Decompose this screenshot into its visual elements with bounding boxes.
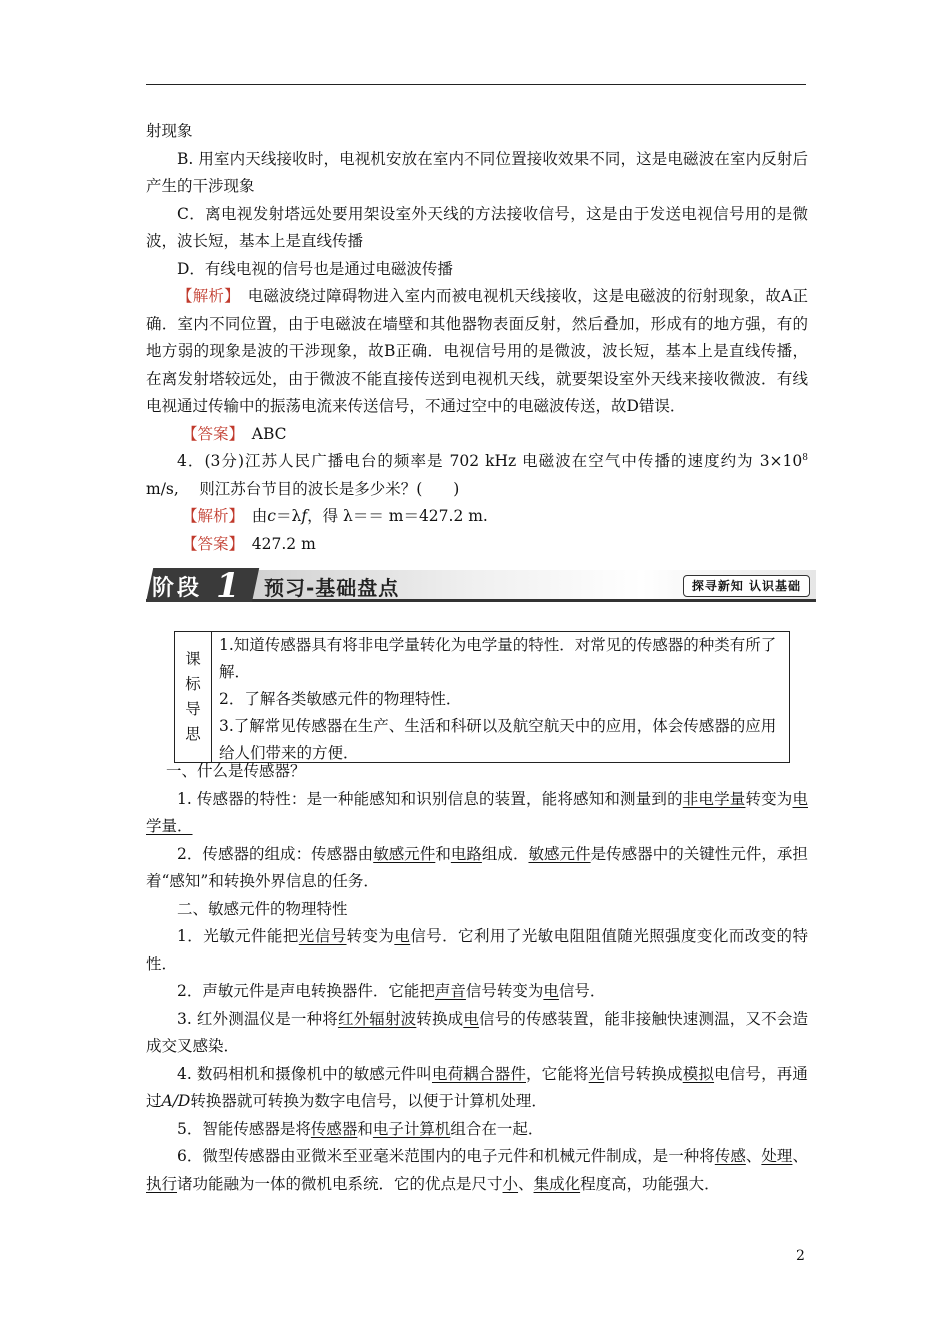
q4-analysis-post: ，得 λ＝＝ m＝427.2 m.	[307, 507, 488, 525]
section2-item-5: 5．智能传感器是将传感器和电子计算机组合在一起．	[177, 1119, 544, 1138]
section2-item-2: 2．声敏元件是声电转换器件．它能把声音信号转变为电信号．	[177, 982, 606, 1000]
analysis-text: 电磁波绕过障碍物进入室内而被电视机天线接收，这是电磁波的衍射现象，故A正确．室内不同位置，由于电磁波在墙壁和其他器物表面反射，然后叠加，形成有的地方强，有的地方弱的现象是波的干涉现象，故B正确．电视信号用的是微波，波长短，基本上是直线传播，在离发射塔较远处，由于微波不能直接传送到电视机天线，就要架设室外天线来接收微波．有线电视通过传输中的振荡电流来传送信号，不通过空中的电磁波传送，故D错误．	[146, 287, 808, 415]
section2-heading: 二、敏感元件的物理特性	[177, 899, 348, 918]
objectives-items	[212, 632, 789, 762]
section1-heading: 一、什么是传感器？	[166, 762, 306, 780]
section2-item-4: 4. 数码相机和摄像机中的敏感元件叫电荷耦合器件，它能将光信号转换成模拟电信号，再通过A/D转换器就可转换为数字电信号，以便于计算机处理．	[146, 1064, 808, 1110]
top-text-block	[146, 118, 808, 558]
q4-analysis-pre: 由	[251, 507, 268, 525]
option-b: B. 用室内天线接收时，电视机安放在室内不同位置接收效果不同，这是电磁波在室内反射后产生的干涉现象	[146, 149, 808, 195]
q4-answer	[146, 531, 808, 559]
answer-tag: 【答案】	[182, 424, 237, 443]
page-number: 2	[796, 1248, 805, 1264]
q4-answer-tag: 【答案】	[182, 534, 237, 553]
q4-var-c: c	[267, 507, 276, 525]
header-rule	[146, 84, 806, 85]
stage-banner	[146, 568, 816, 604]
section2-item-6: 6．微型传感器由亚微米至亚毫米范围内的电子元件和机械元件制成，是一种将传感、处理、执行诸功能融为一体的微机电系统．它的优点是尺寸小、集成化程度高，功能强大．	[146, 1147, 808, 1193]
section1-p2: 2．传感器的组成：传感器由敏感元件和电路组成．敏感元件是传感器中的关键性元件，承担着“感知”和转换外界信息的任务．	[146, 844, 808, 890]
option-a-end: 射现象	[146, 122, 193, 140]
objectives-label: 课 标 导 思	[175, 632, 212, 762]
q4-stem: 4．(3分)江苏人民广播电台的频率是 702 kHz 电磁波在空气中传播的速度约为 3×10	[177, 452, 803, 470]
objectives-box	[174, 631, 790, 763]
stage-number: 1	[216, 566, 240, 606]
section1-p1: 1. 传感器的特性：是一种能感知和识别信息的装置，能将感知和测量到的非电学量转变为电学量．	[146, 789, 808, 835]
q4-eq: ＝λ	[275, 507, 302, 525]
analysis-tag: 【解析】	[177, 287, 233, 305]
main-text-block	[146, 758, 808, 1198]
q4-answer-text: 427.2 m	[251, 534, 316, 553]
answer-line	[146, 421, 808, 449]
q4-var-f: f	[301, 507, 308, 525]
q4-analysis-tag: 【解析】	[182, 507, 237, 525]
section2-item-1: 1．光敏元件能把光信号转变为电信号．它利用了光敏电阻阻值随光照强度变化而改变的特性．	[146, 927, 808, 973]
objective-item: 2．了解各类敏感元件的物理特性．	[219, 690, 462, 708]
question-4	[146, 448, 808, 503]
section2-item-3: 3. 红外测温仪是一种将红外辐射波转换成电信号的传感装置，能非接触快速测温，又不会造成交叉感染．	[146, 1009, 808, 1055]
answer-text: ABC	[251, 424, 287, 443]
objective-item: 1.知道传感器具有将非电学量转化为电学量的特性．对常见的传感器的种类有所了解．	[219, 636, 777, 681]
analysis-paragraph	[146, 283, 808, 421]
stage-label: 阶段	[152, 576, 203, 601]
objective-item: 3.了解常见传感器在生产、生活和科研以及航空航天中的应用，体会传感器的应用给人们带来的方便．	[219, 717, 777, 762]
q4-analysis	[146, 503, 808, 531]
option-c: C．离电视发射塔远处要用架设室外天线的方法接收信号，这是由于发送电视信号用的是微波，波长短，基本上是直线传播	[146, 204, 808, 250]
stage-side-badge: 探寻新知 认识基础	[683, 575, 810, 597]
q4-exponent: 8	[802, 452, 808, 463]
stage-title: 预习-基础盘点	[264, 576, 400, 600]
q4-stem-2: m/s, 则江苏台节目的波长是多少米？( )	[146, 479, 460, 498]
option-d: D．有线电视的信号也是通过电磁波传播	[177, 259, 453, 278]
